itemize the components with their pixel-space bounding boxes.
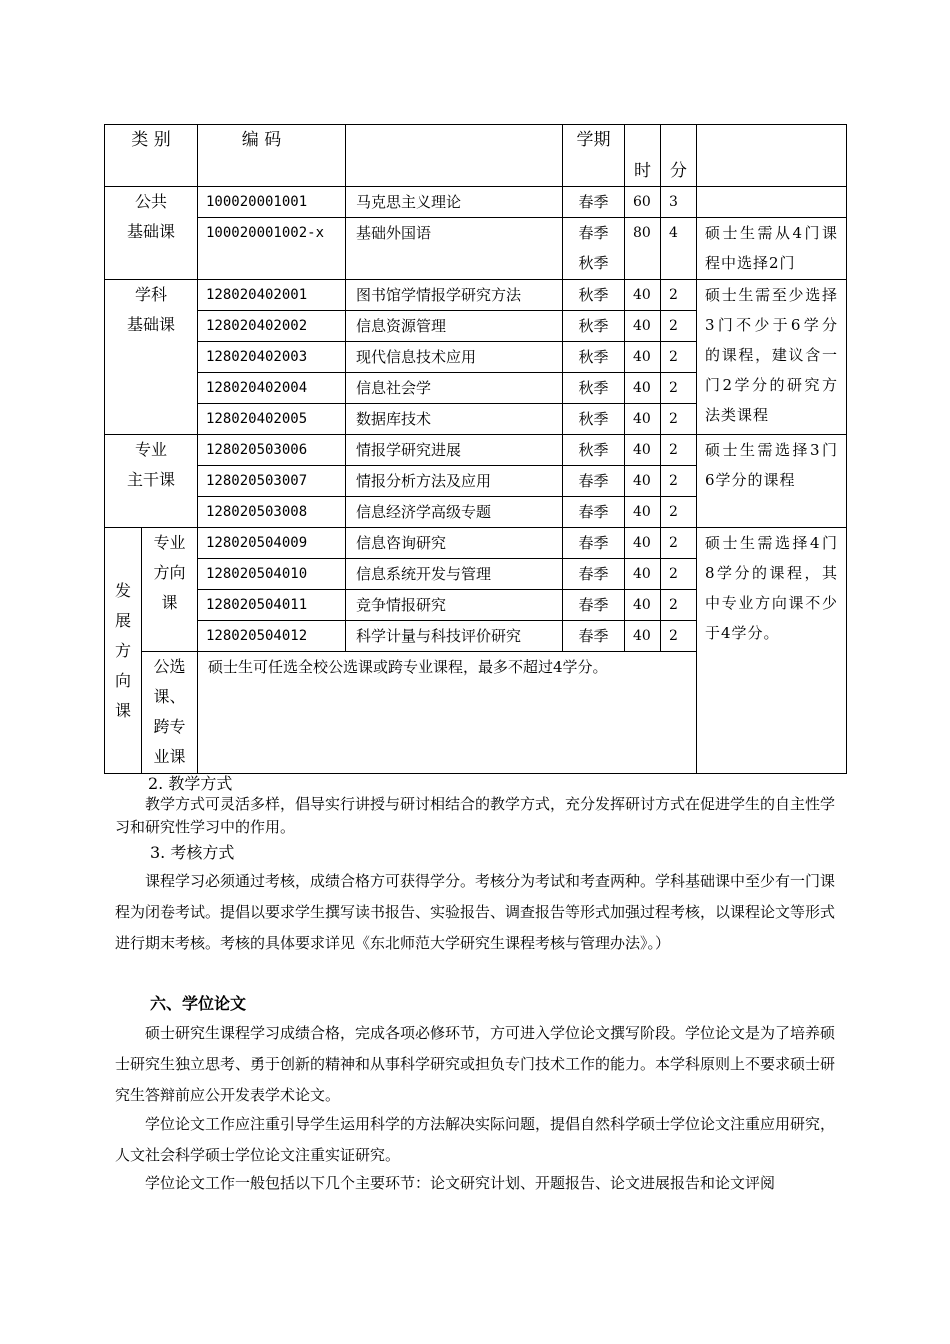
course-name: 图书馆学情报学研究方法 — [346, 280, 563, 311]
course-hours: 40 — [625, 435, 661, 466]
header-category: 类 别 — [105, 125, 198, 187]
table-header-row — [105, 125, 847, 187]
table-row — [105, 218, 847, 280]
course-code: 128020402004 — [198, 373, 346, 404]
category-note: 硕士生需至少选择3门不少于6学分的课程，建议含一门2学分的研究方法类课程 — [697, 280, 847, 435]
course-name: 情报分析方法及应用 — [346, 466, 563, 497]
course-credits: 2 — [661, 435, 697, 466]
table-row — [105, 187, 847, 218]
category-label: 学科 基础课 — [105, 280, 198, 435]
course-term: 秋季 — [563, 280, 625, 311]
course-credits: 2 — [661, 342, 697, 373]
course-hours: 40 — [625, 528, 661, 559]
course-credits: 2 — [661, 528, 697, 559]
course-term: 春季 — [563, 528, 625, 559]
dev-subcategory-elective: 公选 课、 跨专 业课 — [142, 652, 198, 774]
course-credits: 2 — [661, 497, 697, 528]
course-code: 128020402005 — [198, 404, 346, 435]
course-credits: 3 — [661, 187, 697, 218]
course-table — [104, 124, 847, 774]
course-code: 128020402002 — [198, 311, 346, 342]
course-credits: 2 — [661, 590, 697, 621]
course-term: 春季 — [563, 187, 625, 218]
course-hours: 40 — [625, 373, 661, 404]
header-term: 学期 — [563, 125, 625, 187]
header-note — [697, 125, 847, 187]
course-term: 秋季 — [563, 435, 625, 466]
section-2-title: 2. 教学方式 — [148, 774, 233, 793]
category-label: 公共 基础课 — [105, 187, 198, 280]
section-6-paragraph-3: 学位论文工作一般包括以下几个主要环节：论文研究计划、开题报告、论文进展报告和论文评阅 — [145, 1174, 776, 1192]
course-hours: 80 — [625, 218, 661, 280]
course-code: 128020503006 — [198, 435, 346, 466]
course-hours: 40 — [625, 621, 661, 652]
header-name — [346, 125, 563, 187]
course-name: 马克思主义理论 — [346, 187, 563, 218]
course-credits: 2 — [661, 404, 697, 435]
category-label: 专业 主干课 — [105, 435, 198, 528]
elective-description: 硕士生可任选全校公选课或跨专业课程，最多不超过4学分。 — [198, 652, 697, 774]
course-hours: 40 — [625, 404, 661, 435]
course-name: 现代信息技术应用 — [346, 342, 563, 373]
course-credits: 2 — [661, 280, 697, 311]
course-code: 128020504011 — [198, 590, 346, 621]
course-name: 信息系统开发与管理 — [346, 559, 563, 590]
course-name: 信息资源管理 — [346, 311, 563, 342]
course-code: 100020001001 — [198, 187, 346, 218]
course-term: 春季 — [563, 559, 625, 590]
course-term: 春季 — [563, 466, 625, 497]
course-credits: 4 — [661, 218, 697, 280]
course-credits: 2 — [661, 466, 697, 497]
course-term: 秋季 — [563, 311, 625, 342]
course-name: 竞争情报研究 — [346, 590, 563, 621]
section-6-paragraph-2: 学位论文工作应注重引导学生运用科学的方法解决实际问题，提倡自然科学硕士学位论文注重应用研究，人文社会科学硕士学位论文注重实证研究。 — [115, 1115, 836, 1164]
section-3-title: 3. 考核方式 — [150, 843, 235, 862]
course-hours: 40 — [625, 466, 661, 497]
dev-category-label: 发 展 方 向 课 — [105, 528, 142, 774]
course-code: 128020504012 — [198, 621, 346, 652]
dev-note: 硕士生需选择4门8学分的课程，其中专业方向课不少于4学分。 — [697, 528, 847, 774]
table-row — [105, 435, 847, 466]
course-hours: 40 — [625, 559, 661, 590]
course-hours: 40 — [625, 342, 661, 373]
course-credits: 2 — [661, 621, 697, 652]
course-term: 秋季 — [563, 404, 625, 435]
course-hours: 40 — [625, 311, 661, 342]
course-hours: 60 — [625, 187, 661, 218]
course-name: 科学计量与科技评价研究 — [346, 621, 563, 652]
course-term: 春季 — [563, 621, 625, 652]
course-code: 128020503008 — [198, 497, 346, 528]
course-code: 128020504009 — [198, 528, 346, 559]
course-code: 128020402003 — [198, 342, 346, 373]
course-name: 数据库技术 — [346, 404, 563, 435]
header-credits: 分 — [661, 125, 697, 187]
course-hours: 40 — [625, 497, 661, 528]
dev-subcategory-major: 专业 方向 课 — [142, 528, 198, 652]
course-name: 信息社会学 — [346, 373, 563, 404]
course-code: 128020402001 — [198, 280, 346, 311]
empty-note-cell — [697, 187, 847, 218]
course-credits: 2 — [661, 373, 697, 404]
section-6-paragraph-1: 硕士研究生课程学习成绩合格，完成各项必修环节，方可进入学位论文撰写阶段。学位论文是为了培养硕士研究生独立思考、勇于创新的精神和从事科学研究或担负专门技术工作的能力。本学科原则上不要求硕士研究生答辩前应公开发表学术论文。 — [115, 1024, 836, 1104]
header-hours: 时 — [625, 125, 661, 187]
course-name: 信息咨询研究 — [346, 528, 563, 559]
section-6-title: 六、学位论文 — [150, 994, 247, 1013]
course-code: 128020504010 — [198, 559, 346, 590]
table-row — [105, 528, 847, 559]
category-note: 硕士生需从4门课程中选择2门 — [697, 218, 847, 280]
course-term: 秋季 — [563, 373, 625, 404]
course-term: 秋季 — [563, 342, 625, 373]
course-term: 春季 秋季 — [563, 218, 625, 280]
course-name: 情报学研究进展 — [346, 435, 563, 466]
course-code: 100020001002-x — [198, 218, 346, 280]
section-3-body: 课程学习必须通过考核，成绩合格方可获得学分。考核分为考试和考查两种。学科基础课中至少有一门课程为闭卷考试。提倡以要求学生撰写读书报告、实验报告、调查报告等形式加强过程考核，以课程论文等形式进行期末考核。考核的具体要求详见《东北师范大学研究生课程考核与管理办法》。） — [115, 872, 836, 952]
course-name: 基础外国语 — [346, 218, 563, 280]
course-credits: 2 — [661, 559, 697, 590]
course-term: 春季 — [563, 497, 625, 528]
course-hours: 40 — [625, 590, 661, 621]
section-2-body: 教学方式可灵活多样，倡导实行讲授与研讨相结合的教学方式，充分发挥研讨方式在促进学生的自主性学习和研究性学习中的作用。 — [115, 795, 836, 836]
course-code: 128020503007 — [198, 466, 346, 497]
course-name: 信息经济学高级专题 — [346, 497, 563, 528]
course-credits: 2 — [661, 311, 697, 342]
header-code: 编 码 — [198, 125, 346, 187]
course-hours: 40 — [625, 280, 661, 311]
course-term: 春季 — [563, 590, 625, 621]
table-row — [105, 280, 847, 311]
category-note: 硕士生需选择3门6学分的课程 — [697, 435, 847, 528]
